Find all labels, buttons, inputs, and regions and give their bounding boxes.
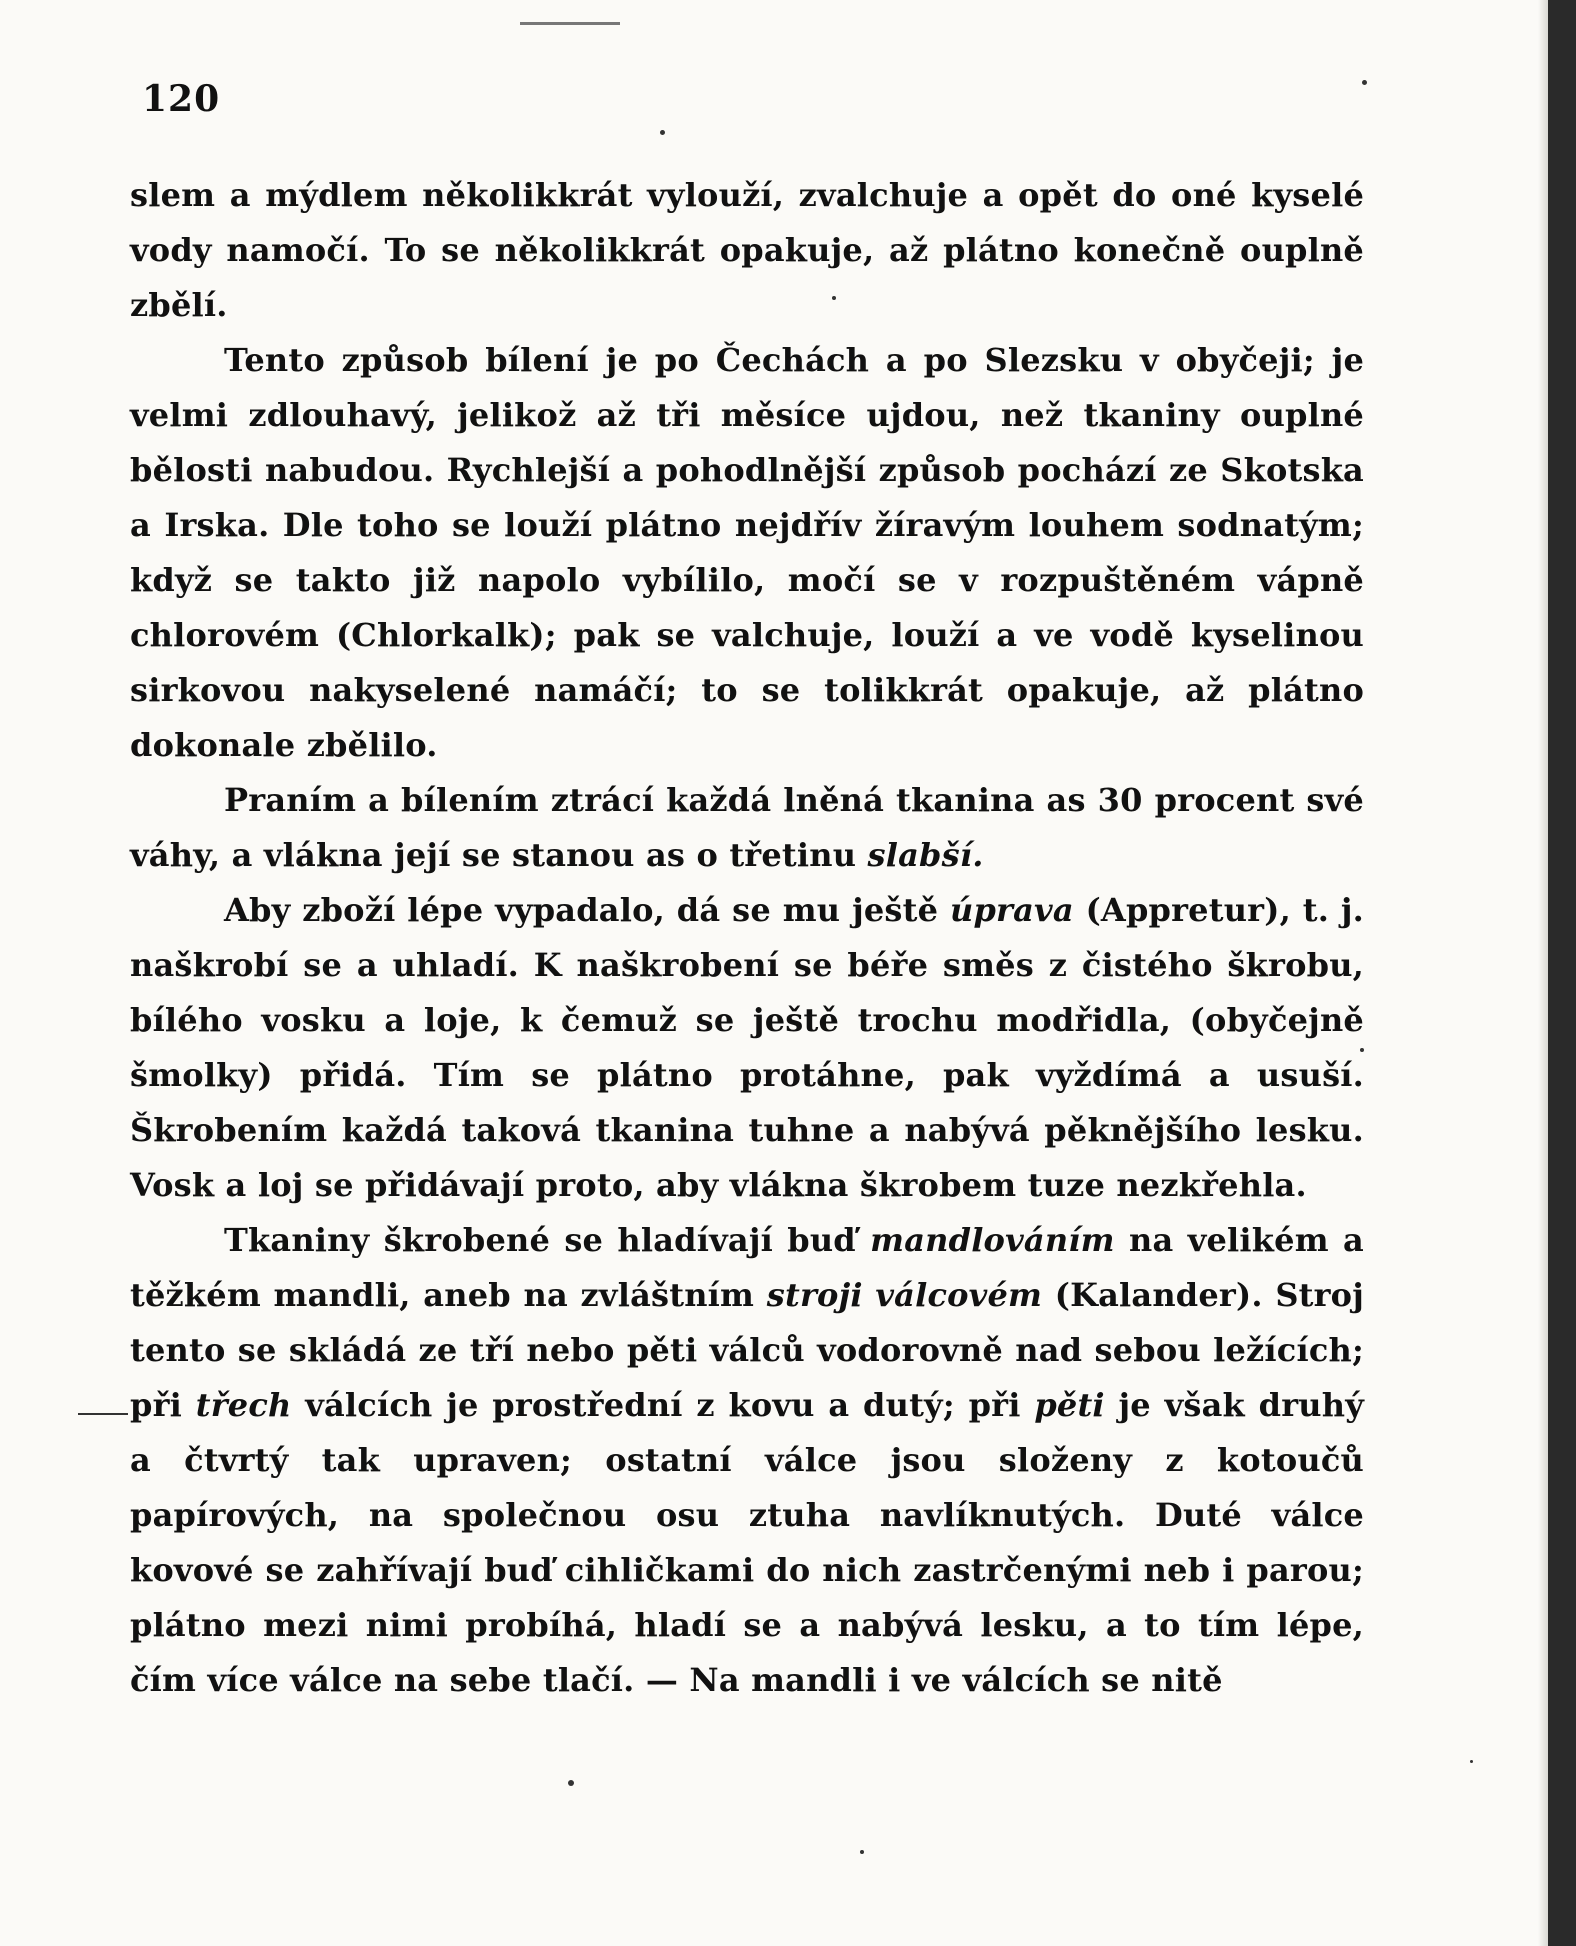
paragraph [130,773,1364,883]
italic-term: třech [195,1386,292,1424]
text-run: Tkaniny škrobené se hladívají buď [224,1221,871,1259]
paragraph [130,883,1364,1213]
italic-term: slabší. [867,836,984,874]
paragraph [130,1213,1364,1708]
margin-mark [78,1413,128,1415]
scan-edge-mark [520,22,620,25]
text-run: válcích je prostřední z kovu a dutý; při [291,1386,1035,1424]
scan-speck [832,296,836,300]
scan-speck [660,130,665,135]
scan-speck [1362,80,1367,85]
paragraph [130,333,1364,773]
page-number: 120 [142,78,221,120]
text-run: Aby zboží lépe vypadalo, dá se mu ještě [224,891,950,929]
text-run: (Appretur), t. j. naškrobí se a uhladí. K naškrobení se béře směs z čistého škrobu, bílého vosku a loje, k čemuž se ještě trochu modřidla, (obyčejně šmolky) přidá. Tím se plátno protáhne, pak vyždímá a usuší. Škrobením každá taková tkanina tuhne a nabývá pěknějšího lesku. Vosk a loj se přidávají proto, aby vlákna škrobem tuze nezkřehla. [130,891,1364,1204]
scan-speck [568,1780,574,1786]
text-run: slem a mýdlem několikkrát vylouží, zvalchuje a opět do oné kyselé vody namočí. To se několikkrát opakuje, až plátno konečně ouplně zbělí. [130,176,1364,324]
scan-speck [1470,1760,1473,1763]
italic-term: úprava [950,891,1074,929]
text-run: je však druhý a čtvrtý tak upraven; ostatní válce jsou složeny z kotoučů papírových, na společnou osu ztuha navlíknutých. Duté válce kovové se zahřívají buď cihličkami do nich zastrčenými neb i parou; plátno mezi nimi probíhá, hladí se a nabývá lesku, a to tím lépe, čím více válce na sebe tlačí. — Na mandli i ve válcích se nitě [130,1386,1364,1699]
text-run: Praním a bílením ztrácí každá lněná tkanina as 30 procent své váhy, a vlákna její se stanou as o třetinu [130,781,1364,874]
paragraph [130,168,1364,333]
italic-term: stroji válcovém [766,1276,1043,1314]
page-edge-shadow [1538,0,1548,1946]
text-run: Tento způsob bílení je po Čechách a po Slezsku v obyčeji; je velmi zdlouhavý, jelikož až tři měsíce ujdou, než tkaniny ouplné bělosti nabudou. Rychlejší a pohodlnější způsob pochází ze Skotska a Irska. Dle toho se louží plátno nejdřív žíravým louhem sodnatým; když se takto již napolo vybílilo, močí se v rozpuštěném vápně chlorovém (Chlorkalk); pak se valchuje, louží a ve vodě kyselinou sirkovou nakyselené namáčí; to se tolikkrát opakuje, až plátno dokonale zbělilo. [130,341,1364,764]
text-run: na velikém a těžkém mandli, aneb na zvláštním [130,1221,1364,1314]
body-text [130,168,1364,1708]
italic-term: pěti [1034,1386,1105,1424]
italic-term: mandlováním [870,1221,1115,1259]
scan-speck [860,1850,864,1854]
text-run: (Kalander). Stroj tento se skládá ze tří nebo pěti válců vodorovně nad sebou ležících; při [130,1276,1365,1424]
scan-speck [1360,1048,1364,1052]
